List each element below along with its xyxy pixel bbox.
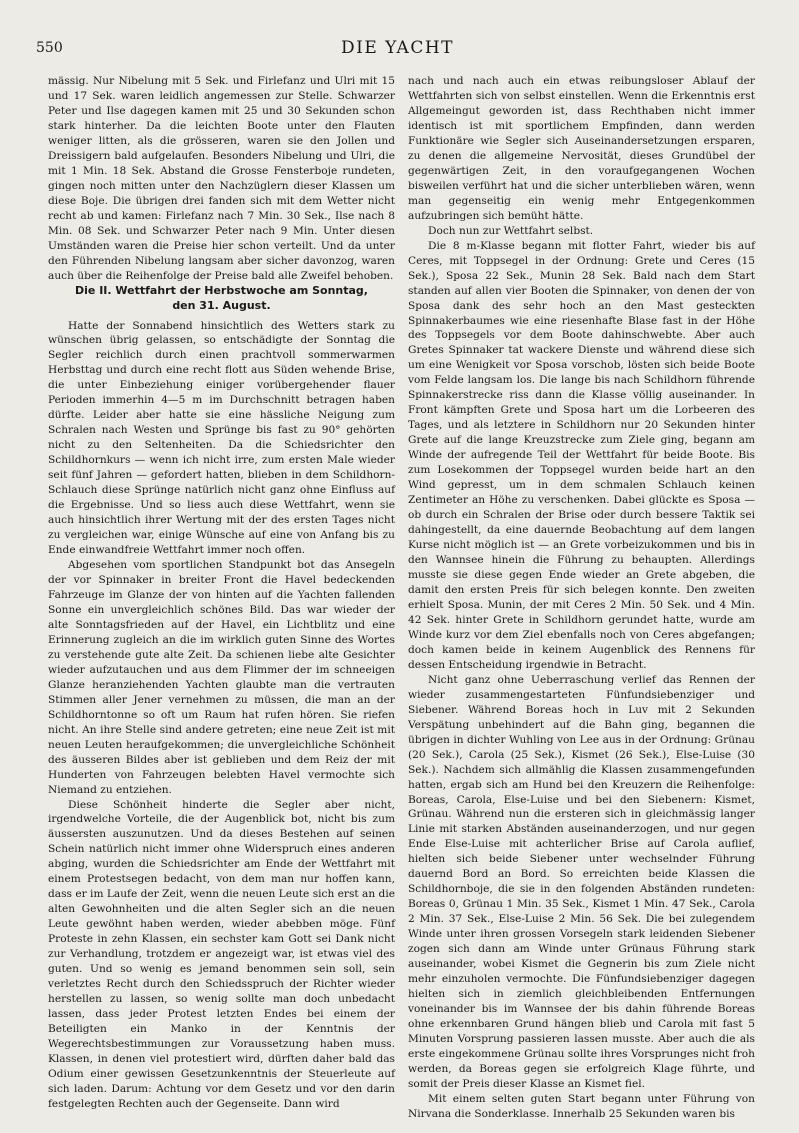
right-paragraph-1: nach und nach auch ein etwas reibungsloser Ablauf der Wettfahrten sich von selbst einstellen. Wenn die Erkenntnis erst Allgemeingut geworden ist, dass Rechthaben nicht immer identisch ist mit sportlichem Empfinden, dann werden Funktionäre wie Segler sich Auseinandersetzungen ersparen, zu denen die allgemeine Nervosität, dieses Grundübel der gegenwärtigen Zeit, in den voraufgegangenen Wochen bisweilen verführt hat und die sicher unterblieben wären, wenn man gegenseitig ein wenig mehr Entgegenkommen aufzubringen sich bemüht hätte. <box>408 75 755 222</box>
left-paragraph-4: Diese Schönheit hinderte die Segler aber nicht, irgendwelche Vorteile, die der Augenblick bot, nicht bis zum äussersten auszunutzen. Und da dieses Bestehen auf seinen Schein natürlich nicht immer ohne Widerspruch eines anderen abging, wurden die Schiedsrichter am Ende der Wettfahrt mit einem Protestsegen bedacht, von dem man nur hoffen kann, dass er im Laufe der Zeit, wenn die neuen Leute sich erst an die alten Gewohnheiten und die alten Segler sich an die neuen Leute gewöhnt haben werden, wieder abebben möge. Fünf Proteste in zehn Klassen, ein sechster kam Gott sei Dank nicht zur Verhandlung, trotzdem er angezeigt war, ist etwas viel des guten. Und so wenig es jemand benommen sein soll, sein verletztes Recht durch den Schiedsspruch der Richter wieder herstellen zu lassen, so wenig sollte man doch unbedacht lassen, dass jeder Protest letzten Endes bei einem der Beteiligten ein Manko in der Kenntnis der Wegerechtsbestimmungen zur Voraussetzung haben muss. Klassen, in denen viel protestiert wird, dürften daher bald das Odium einer gewissen Gesetzunkenntnis der Steuerleute auf sich laden. Darum: Achtung vor dem Gesetz und vor den darin festgelegten Rechten auch der Gegenseite. Dann wird <box>48 798 395 1110</box>
right-paragraph-4: Nicht ganz ohne Ueberraschung verlief das Rennen der wieder zusammengestarteten Fünfundsiebenziger und Siebener. Während Boreas hoch in Luv mit 2 Sekunden Verspätung unbehindert auf die Bahn ging, begannen die übrigen in dichter Wuhling von Lee aus in der Ordnung: Grünau (20 Sek.), Carola (25 Sek.), Kismet (26 Sek.), Else-Luise (30 Sek.). Nachdem sich allmählig die Klassen zusammengefunden hatten, ergab sich am Hund bei den Kreuzern die Reihenfolge: Boreas, Carola, Else-Luise und bei den Siebenern: Kismet, Grünau. Während nun die ersteren sich in gleichmässig langer Linie mit starken Abständen auseinanderzogen, und nur gegen Ende Else-Luise mit achterlicher Brise auf Carola auflief, hielten sich beide Siebener unter wechselnder Führung dauernd Bord an Bord. So erreichten beide Klassen die Schildhornboje, die sie in den folgenden Abständen rundeten: Boreas 0, Grünau 1 Min. 35 Sek., Kismet 1 Min. 47 Sek., Carola 2 Min. 37 Sek., Else-Luise 2 Min. 56 Sek. Die bei zulegendem Winde unter ihren grossen Vorsegeln stark leidenden Siebener zogen sich dann am Winde unter Grünaus Führung stark auseinander, wobei Kismet die Gegnerin bis zum Ziele nicht mehr einzuholen vermochte. Die Fünfundsiebenziger dagegen hielten sich in ziemlich gleichbleibenden Entfernungen voneinander bis im Wannsee der bis dahin führende Boreas ohne erkennbaren Grund hängen blieb und Carola mit fast 5 Minuten Vorsprung passieren lassen musste. Aber auch die als erste eingekommene Grünau sollte ihres Vorsprunges nicht froh werden, da Boreas gegen sie erfolgreich Klage führte, und somit der Preis dieser Klasse an Kismet fiel. <box>408 673 755 1090</box>
right-paragraph-3: Die 8 m-Klasse begann mit flotter Fahrt, wieder bis auf Ceres, mit Toppsegel in der Ordnung: Grete und Ceres (15 Sek.), Sposa 22 Sek., Munin 28 Sek. Bald nach dem Start standen auf allen vier Booten die Spinnaker, von denen der von Sposa dank des sehr hoch an den Mast gesteckten Spinnakerbaumes wie eine riesenhafte Blase fast in der Höhe des Toppsegels vor dem Boote dahinschwebte. Aber auch Gretes Spinnaker tat wackere Dienste und während diese sich um eine Wenigkeit vor Sposa vorschob, lösten sich beide Boote vom Felde langsam los. Die lange bis nach Schildhorn führende Spinnakerstrecke riss dann die Klasse völlig auseinander. In Front kämpften Grete und Sposa hart um die Lorbeeren des Tages, und als letztere in Schildhorn nur 20 Sekunden hinter Grete auf die lange Kreuzstrecke zum Ziele ging, begann am Winde der aufregende Teil der Wettfahrt für beide Boote. Bis zum Losekommen der Toppsegel wurden beide hart an den Wind gepresst, um in dem schmalen Schlauch keinen Zentimeter an Höhe zu verschenken. Dabei glückte es Sposa — ob durch ein Schralen der Brise oder durch bessere Taktik sei dahingestellt, da eine dauernde Beobachtung auf dem langen Kurse nicht möglich ist — an Grete vorbeizukommen und bis in den Wannsee hinein die Führung zu behaupten. Allerdings musste sie diese gegen Ende wieder an Grete abgeben, die damit den ersten Preis für sich belegen konnte. Den zweiten erhielt Sposa. Munin, der mit Ceres 2 Min. 50 Sek. und 4 Min. 42 Sek. hinter Grete in Schildhorn gerundet hatte, wurde am Winde kurz vor dem Ziel ebenfalls noch von Ceres abgefangen; doch kamen beide in keinem Augenblick des Rennens für dessen Entscheidung irgendwie in Betracht. <box>408 239 755 671</box>
right-column <box>408 74 755 1122</box>
page-number: 550 <box>36 40 63 56</box>
right-paragraph-2: Doch nun zur Wettfahrt selbst. <box>428 224 594 237</box>
right-paragraph-5: Mit einem selten guten Start begann unter Führung von Nirvana die Sonderklasse. Innerhalb 25 Sekunden waren bis <box>408 1092 755 1120</box>
left-paragraph-1: mässig. Nur Nibelung mit 5 Sek. und Firlefanz und Ulri mit 15 und 17 Sek. waren leidlich angemessen zur Stelle. Schwarzer Peter und Ilse dagegen kamen mit 25 und 30 Sekunden schon stark hinterher. Da die leichten Boote unter den Flauten weniger litten, als die grösseren, waren sie den Jollen und Dreissigern bald aufgelaufen. Besonders Nibelung und Ulri, die mit 1 Min. 18 Sek. Abstand die Grosse Fensterboje rundeten, gingen noch mitten unter den Nachzüglern dieser Klassen um diese Boje. Die übrigen drei fanden sich mit dem Wetter nicht recht ab und kamen: Firlefanz nach 7 Min. 30 Sek., Ilse nach 8 Min. 08 Sek. und Schwarzer Peter nach 9 Min. Unter diesen Umständen waren die Preise hier schon verteilt. Und da unter den Führenden Nibelung langsam aber sicher davonzog, waren auch über die Reihenfolge der Preise bald alle Zweifel behoben. <box>48 75 395 282</box>
left-column <box>48 74 395 1112</box>
section-heading-line-1: Die II. Wettfahrt der Herbstwoche am Sonntag, <box>75 283 368 297</box>
left-paragraph-2: Hatte der Sonnabend hinsichtlich des Wetters stark zu wünschen übrig gelassen, so entschädigte der Sonntag die Segler reichlich durch einen prachtvoll sommerwarmen Herbsttag und durch eine recht flott aus Süden wehende Brise, die unter Einbeziehung einiger vorübergehender flauer Perioden immerhin 4—5 m im Durchschnitt betragen haben dürfte. Leider aber hatte sie eine hässliche Neigung zum Schralen nach Westen und Sprünge bis fast zu 90° gehörten nicht zu den Seltenheiten. Da die Schiedsrichter den Schildhornkurs — wenn ich nicht irre, zum ersten Male wieder seit fünf Jahren — gefordert hatten, blieben in dem Schildhorn-Schlauch diese Sprünge natürlich nicht ganz ohne Einfluss auf die Ergebnisse. Und so liess auch diese Wettfahrt, wenn sie auch hinsichtlich ihrer Wertung mit der des ersten Tages nicht zu vergleichen war, einige Wünsche auf eine von Anfang bis zu Ende einwandfreie Wettfahrt immer noch offen. <box>48 319 395 557</box>
left-paragraph-3: Abgesehen vom sportlichen Standpunkt bot das Ansegeln der vor Spinnaker in breiter Front die Havel bedeckenden Fahrzeuge im Glanze der von hinten auf die Yachten fallenden Sonne ein unvergleichlich schönes Bild. Das war wieder der alte Sonntagsfrieden auf der Havel, ein Lichtblitz und eine Erinnerung zugleich an die im wirklich guten Sinne des Wortes zu verstehende gute alte Zeit. Da schienen liebe alte Gesichter wieder aufzutauchen und aus dem Flimmer der im schneeigen Glanze heranziehenden Yachten glaubte man die vertrauten Stimmen aller Jener vernehmen zu müssen, die man an der Schildhorntonne so oft um Raum hat rufen hören. Sie riefen nicht. An ihre Stelle sind andere getreten; eine neue Zeit ist mit neuen Leuten heraufgekommen; die unvergleichliche Schönheit des äusseren Bildes aber ist geblieben und dem Reiz der mit Hunderten von Fahrzeugen belebten Havel vermochte sich Niemand zu entziehen. <box>48 559 395 796</box>
section-heading-line-2: den 31. August. <box>172 298 271 312</box>
page-header <box>36 36 759 58</box>
running-title: DIE YACHT <box>340 38 454 58</box>
